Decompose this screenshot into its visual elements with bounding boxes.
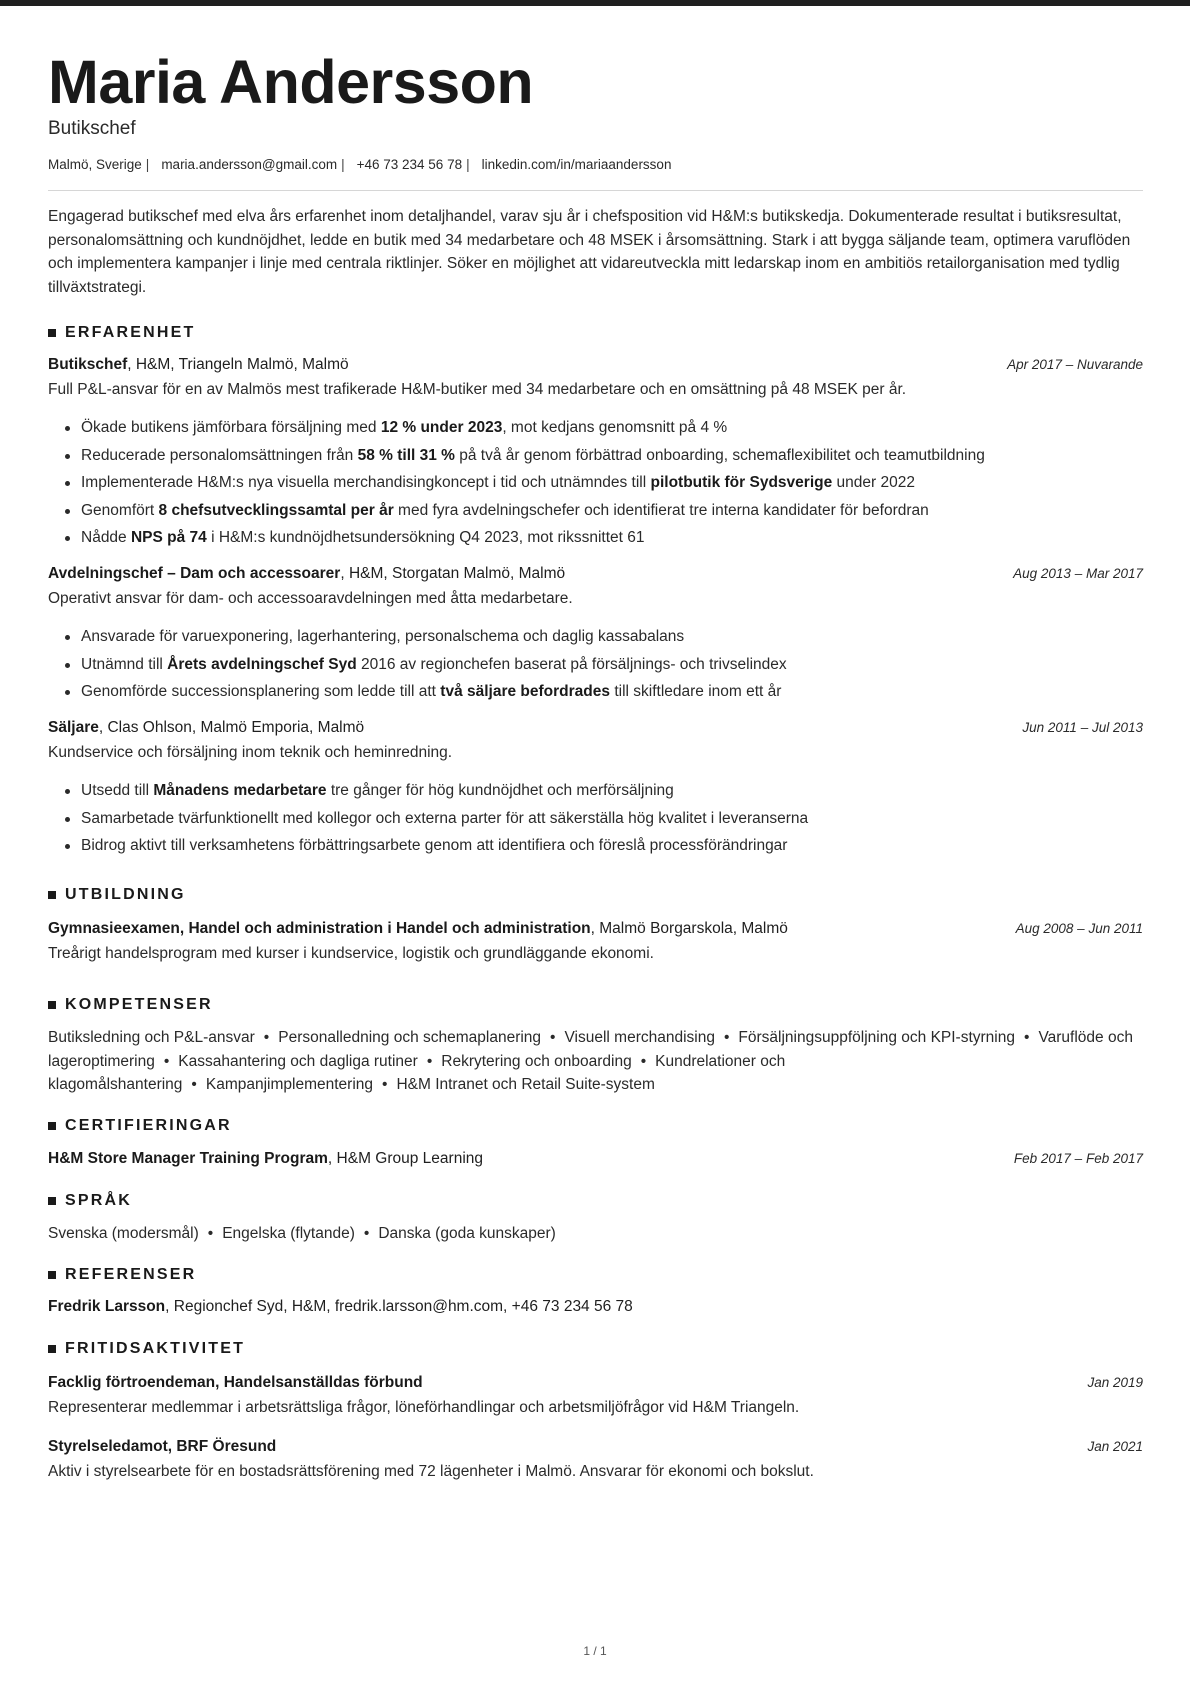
job-date: Apr 2017 – Nuvarande <box>1007 357 1143 372</box>
job-2-header <box>48 565 1143 583</box>
bullet-text: Utnämnd till <box>81 655 168 673</box>
skill-item: Personalledning och schemaplanering <box>278 1029 542 1046</box>
job-date: Aug 2013 – Mar 2017 <box>1013 566 1143 581</box>
section-square-icon <box>48 1345 56 1353</box>
section-square-icon <box>48 329 56 337</box>
bullet-highlight: NPS på 74 <box>130 529 207 546</box>
bullet-text: Samarbetade tvärfunktionellt med kollegor och externa parter för att säkerställa hög kvalitet i leveranserna <box>81 809 809 827</box>
bullet-dot-icon: • <box>723 1029 730 1046</box>
activity-date: Jan 2019 <box>1087 1375 1143 1390</box>
language-item: Engelska (flytande) <box>222 1225 355 1242</box>
job-3-description: Kundservice och försäljning inom teknik och heminredning. <box>48 744 453 761</box>
job-org: , H&M, Triangeln Malmö, Malmö <box>127 356 349 373</box>
skill-item: Varuflöde och lageroptimering <box>48 1029 1133 1070</box>
section-heading-skills: KOMPETENSER <box>48 996 213 1014</box>
bullet-highlight: 8 chefsutvecklingssamtal per år <box>158 501 394 519</box>
job-2-description: Operativt ansvar för dam- och accessoaravdelningen med åtta medarbetare. <box>48 590 573 607</box>
certification-entry <box>48 1150 1143 1168</box>
section-heading-references: REFERENSER <box>48 1266 196 1284</box>
job-1-bullets <box>48 414 985 552</box>
contact-email[interactable]: maria.andersson@gmail.com <box>161 157 338 172</box>
section-heading-activities: FRITIDSAKTIVITET <box>48 1340 245 1358</box>
reference-entry <box>48 1298 1143 1316</box>
bullet-dot-icon: • <box>1024 1029 1030 1046</box>
bullet-highlight: 12 % under 2023 <box>380 419 503 436</box>
education-description: Treårigt handelsprogram med kurser i kundservice, logistik och grundläggande ekonomi. <box>48 945 654 962</box>
contact-location: Malmö, Sverige <box>48 157 142 172</box>
bullet-item <box>48 805 808 833</box>
activity-title: Styrelseledamot, BRF Öresund <box>48 1438 277 1455</box>
bullet-item <box>48 442 985 470</box>
bullet-text: 2016 av regionchefen baserat på försäljnings- och trivselindex <box>356 655 787 673</box>
job-org: , H&M, Storgatan Malmö, Malmö <box>340 565 566 582</box>
bullet-item <box>48 678 787 706</box>
skill-item: Kassahantering och dagliga rutiner <box>178 1052 418 1070</box>
bullet-text: , mot kedjans genomsnitt på 4 % <box>502 419 728 436</box>
contact-separator: | <box>145 157 150 172</box>
profile-summary: Engagerad butikschef med elva års erfarenhet inom detaljhandel, varav sju år i chefsposition vid H&M:s butikskedja. Dokumenterade resultat i butiksresultat, personalomsättning och kundnöjdhet, ledde en butik med 34 medarbetare och 48 MSEK i årsomsättning. Stark i att bygga säljande team, optimera varuflöden och implementera kampanjer i linje med centrala riktlinjer. Söker en möjlighet att vidareutveckla mitt ledarskap inom en ambitiös retailorganisation med tydlig tillväxtstrategi. <box>48 208 1131 296</box>
education-header <box>48 920 1143 938</box>
certification-issuer: , H&M Group Learning <box>327 1150 483 1167</box>
language-item: Danska (goda kunskaper) <box>378 1225 556 1242</box>
job-date: Jun 2011 – Jul 2013 <box>1022 720 1143 735</box>
contact-line <box>48 157 671 172</box>
certification-title: H&M Store Manager Training Program <box>48 1150 328 1167</box>
education-school: , Malmö Borgarskola, Malmö <box>590 920 788 937</box>
bullet-highlight: pilotbutik för Sydsverige <box>650 474 833 491</box>
top-border <box>0 0 1190 6</box>
bullet-text: Genomfört <box>81 501 159 519</box>
candidate-name: Maria Andersson <box>48 48 534 116</box>
bullet-dot-icon: • <box>382 1076 388 1093</box>
contact-phone[interactable]: +46 73 234 56 78 <box>356 157 463 172</box>
bullet-item <box>48 623 787 651</box>
job-title: Säljare <box>48 719 99 736</box>
bullet-text: under 2022 <box>832 474 915 491</box>
candidate-role: Butikschef <box>48 118 136 139</box>
bullet-dot-icon: • <box>640 1052 647 1070</box>
education-date: Aug 2008 – Jun 2011 <box>1015 921 1143 936</box>
job-3-bullets <box>48 777 808 860</box>
activity-2-description: Aktiv i styrelsearbete för en bostadsrättsförening med 72 lägenheter i Malmö. Ansvarar för ekonomi och bokslut. <box>48 1463 814 1480</box>
job-title: Avdelningschef – Dam och accessoarer <box>48 565 341 582</box>
activity-2-header <box>48 1438 1143 1456</box>
bullet-item <box>48 651 787 679</box>
section-heading-languages: SPRÅK <box>48 1192 132 1210</box>
reference-details: , Regionchef Syd, H&M, fredrik.larsson@hm.com, +46 73 234 56 78 <box>165 1298 633 1315</box>
bullet-highlight: Årets avdelningschef Syd <box>167 655 357 673</box>
bullet-item <box>48 524 985 552</box>
bullet-dot-icon: • <box>163 1052 170 1070</box>
section-heading-education: UTBILDNING <box>48 886 186 904</box>
bullet-text: Ansvarade för varuexponering, lagerhantering, personalschema och daglig kassabalans <box>81 628 685 645</box>
bullet-item <box>48 469 985 497</box>
bullet-item <box>48 414 985 442</box>
job-org: , Clas Ohlson, Malmö Emporia, Malmö <box>98 719 365 736</box>
bullet-text: Genomförde successionsplanering som ledde till att <box>81 683 441 700</box>
bullet-highlight: 58 % till 31 % <box>357 446 455 464</box>
contact-linkedin[interactable]: linkedin.com/in/mariaandersson <box>481 157 672 172</box>
languages-list <box>48 1222 1143 1246</box>
reference-name: Fredrik Larsson <box>48 1298 166 1315</box>
bullet-text: Utsedd till <box>81 782 154 799</box>
section-square-icon <box>48 1197 56 1205</box>
bullet-item <box>48 777 808 805</box>
bullet-dot-icon: • <box>207 1225 214 1242</box>
bullet-text: tre gånger för hög kundnöjdhet och merförsäljning <box>326 782 674 799</box>
section-square-icon <box>48 1271 56 1279</box>
bullet-dot-icon: • <box>550 1029 556 1046</box>
bullet-text: på två år genom förbättrad onboarding, schemaflexibilitet och teamutbildning <box>454 446 985 464</box>
bullet-text: Reducerade personalomsättningen från <box>81 446 358 464</box>
skill-item: Försäljningsuppföljning och KPI-styrning <box>738 1029 1015 1046</box>
bullet-text: i H&M:s kundnöjdhetsundersökning Q4 2023, mot rikssnittet 61 <box>206 529 645 546</box>
skill-item: Visuell merchandising <box>564 1029 715 1046</box>
skill-item: Kampanjimplementering <box>205 1076 373 1093</box>
section-square-icon <box>48 891 56 899</box>
job-1-description: Full P&L-ansvar för en av Malmös mest trafikerade H&M-butiker med 34 medarbetare och en omsättning på 48 MSEK per år. <box>48 381 907 398</box>
section-heading-experience: ERFARENHET <box>48 324 195 342</box>
bullet-text: med fyra avdelningschefer och identifierat tre interna kandidater för befordran <box>393 501 929 519</box>
bullet-text: Ökade butikens jämförbara försäljning med <box>81 419 381 436</box>
contact-separator: | <box>466 157 470 172</box>
contact-separator: | <box>341 157 345 172</box>
certification-date: Feb 2017 – Feb 2017 <box>1013 1151 1143 1166</box>
activity-title: Facklig förtroendeman, Handelsanställdas förbund <box>48 1374 423 1391</box>
bullet-item <box>48 832 808 860</box>
page-number: 1 / 1 <box>583 1644 607 1658</box>
bullet-dot-icon: • <box>363 1225 370 1242</box>
bullet-text: till skiftledare inom ett år <box>610 683 782 700</box>
skills-list <box>48 1026 1143 1097</box>
bullet-text: Nådde <box>81 529 131 546</box>
skill-item: Butiksledning och P&L-ansvar <box>48 1029 255 1046</box>
activity-1-header <box>48 1374 1143 1392</box>
job-3-header <box>48 719 1143 737</box>
bullet-item <box>48 497 985 525</box>
skill-item: H&M Intranet och Retail Suite-system <box>396 1076 655 1093</box>
bullet-dot-icon: • <box>191 1076 197 1093</box>
bullet-highlight: två säljare befordrades <box>440 683 611 700</box>
job-1-header <box>48 356 1143 374</box>
language-item: Svenska (modersmål) <box>48 1225 199 1242</box>
skill-item: Kundrelationer och klagomålshantering <box>48 1052 786 1093</box>
bullet-text: Bidrog aktivt till verksamhetens förbättringsarbete genom att identifiera och föreslå processförändringar <box>81 837 788 854</box>
section-square-icon <box>48 1122 56 1130</box>
job-title: Butikschef <box>48 356 128 373</box>
job-2-bullets <box>48 623 787 706</box>
bullet-text: Implementerade H&M:s nya visuella merchandisingkoncept i tid och utnämndes till <box>81 474 651 491</box>
section-square-icon <box>48 1001 56 1009</box>
bullet-highlight: Månadens medarbetare <box>153 782 327 799</box>
activity-date: Jan 2021 <box>1087 1439 1143 1454</box>
skill-item: Rekrytering och onboarding <box>441 1052 632 1070</box>
header-divider <box>48 190 1143 191</box>
section-heading-certifications: CERTIFIERINGAR <box>48 1117 232 1135</box>
bullet-dot-icon: • <box>426 1052 433 1070</box>
activity-1-description: Representerar medlemmar i arbetsrättsliga frågor, löneförhandlingar och arbetsmiljöfrågor vid H&M Triangeln. <box>48 1399 800 1416</box>
bullet-dot-icon: • <box>263 1029 270 1046</box>
education-title: Gymnasieexamen, Handel och administration i Handel och administration <box>48 920 591 937</box>
